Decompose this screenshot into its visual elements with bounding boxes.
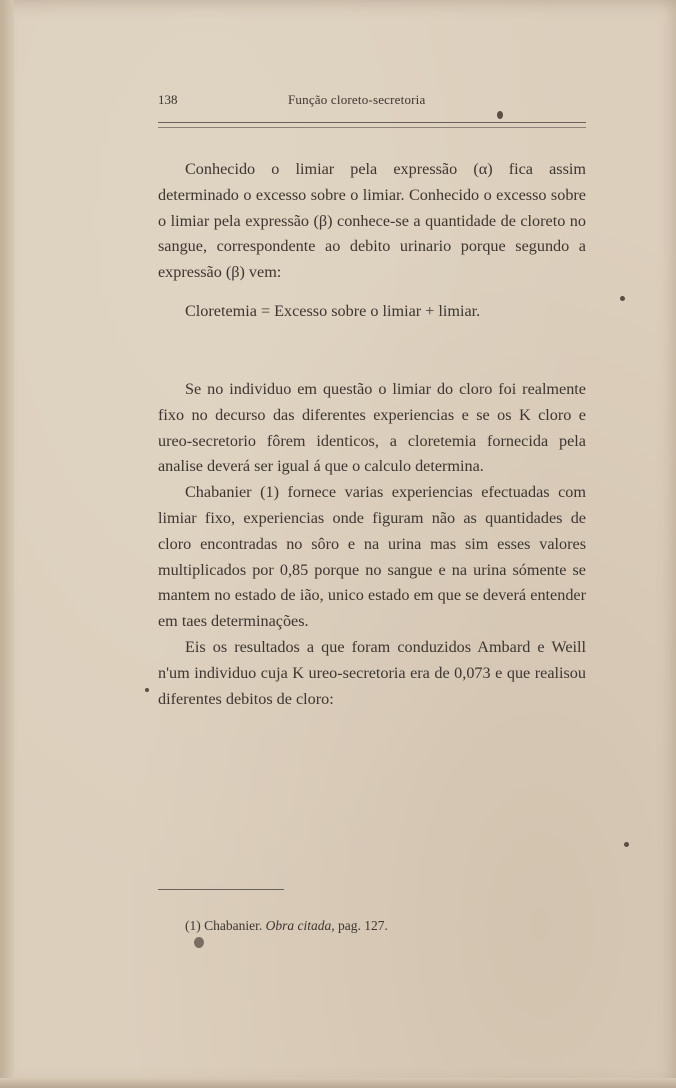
running-title: Função cloreto-secretoria <box>288 92 426 107</box>
footnote-author: Chabanier. <box>204 918 263 933</box>
paragraph: Conhecido o limiar pela expressão (α) fica assim determinado o excesso sobre o limiar. Conhecido o excesso sobre o limiar pela expressão (β) conhece-se a quantidade de cloreto no sangue, correspondente ao debito urinario porque segundo a expressão (β) vem: <box>158 160 586 282</box>
text-block-top <box>158 157 586 286</box>
page-number: 138 <box>158 92 178 107</box>
footnote-marker: (1) <box>185 918 201 933</box>
paragraph: Eis os resultados a que foram conduzidos Ambard e Weill n'um individuo cuja K ureo-secretoria era de 0,073 e que realisou diferentes debitos de cloro: <box>158 637 586 708</box>
paragraph: Se no individuo em questão o limiar do cloro foi realmente fixo no decurso das diferentes experiencias e se os K cloro e ureo-secretorio fôrem identicos, a cloretemia fornecida pela analise deverá ser igual á que o calculo determina. <box>158 380 586 476</box>
footnote <box>185 918 388 934</box>
page-header <box>158 90 586 114</box>
ink-spot <box>194 937 204 948</box>
ink-spot <box>145 688 149 692</box>
text-block-bottom <box>158 377 586 712</box>
footnote-work: Obra citada, <box>265 918 335 933</box>
ink-spot <box>620 296 625 301</box>
header-rule <box>158 122 586 123</box>
paragraph: Chabanier (1) fornece varias experiencias efectuadas com limiar fixo, experiencias onde figuram não as quantidades de cloro encontradas no sôro e na urina mas sim esses valores multiplicados por 0,85 porque no sangue e na urina sómente se mantem no estado de ião, unico estado em que se deverá entender em taes determinações. <box>158 483 586 631</box>
ink-spot <box>624 842 629 847</box>
ink-spot <box>497 111 503 119</box>
header-rule-second <box>158 127 586 128</box>
footnote-page: pag. 127. <box>337 918 388 933</box>
formula-cloretemia: Cloretemia = Excesso sobre o limiar + limiar. <box>185 302 481 320</box>
footnote-rule <box>158 889 284 890</box>
page-edge-bottom <box>0 1078 676 1088</box>
page-edge-left <box>0 0 14 1088</box>
